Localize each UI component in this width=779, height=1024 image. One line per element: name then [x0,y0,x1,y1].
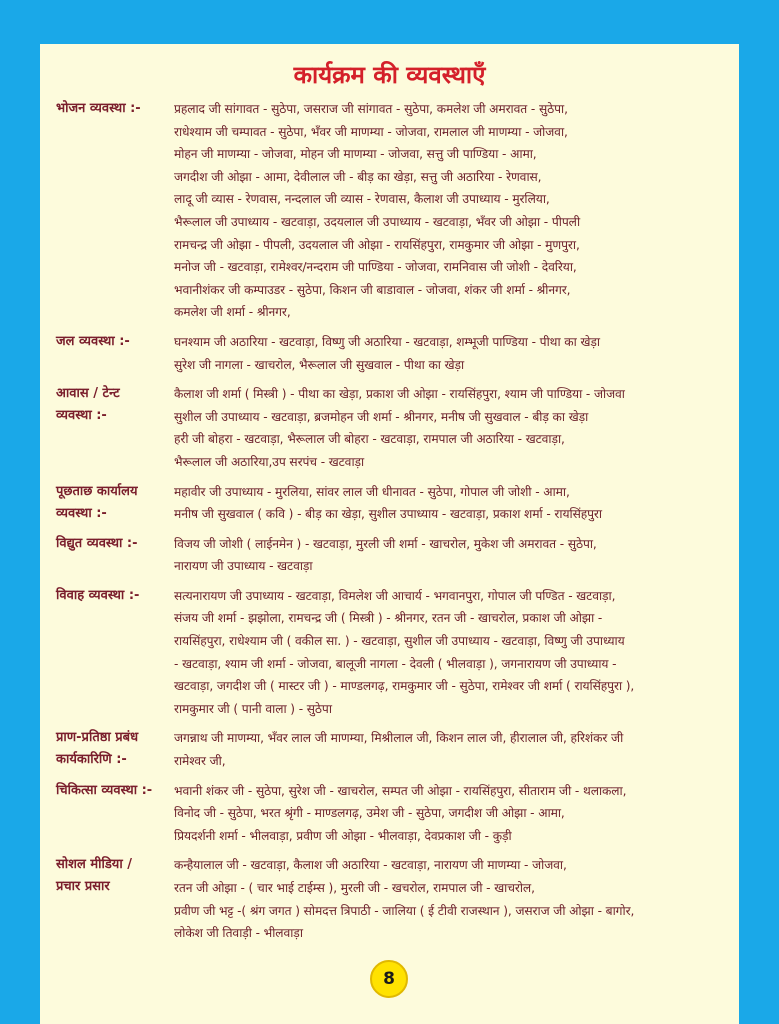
section-line: भैरूलाल जी अठारिया,उप सरपंच - खटवाड़ा [174,454,365,469]
section-lines [174,854,731,944]
page-number-badge: 8 [370,960,408,998]
section-line: भवानीशंकर जी कम्पाउडर - सुठेपा, किशन जी बाडावाल - जोजवा, शंकर जी शर्मा - श्रीनगर, [174,282,571,297]
section-lines [174,383,731,473]
section-line: सुशील जी उपाध्याय - खटवाड़ा, ब्रजमोहन जी शर्मा - श्रीनगर, मनीष जी सुखवाल - बीड़ का खेड़ा [174,409,589,424]
section-label: भोजन व्यवस्था :- [56,101,141,116]
arrangement-section [56,727,731,772]
section-line: घनश्याम जी अठारिया - खटवाड़ा, विष्णु जी अठारिया - खटवाड़ा, शम्भूजी पाण्डिया - पीथा का खेड़ा [174,334,600,349]
section-line: संजय जी शर्मा - झझोला, रामचन्द्र जी ( मिस्त्री ) - श्रीनगर, रतन जी - खाचरोल, प्रकाश जी ओझा - [174,611,603,626]
section-lines [174,533,731,578]
section-label: विवाह व्यवस्था :- [56,587,140,603]
section-line: हरी जी बोहरा - खटवाड़ा, भैरूलाल जी बोहरा - खटवाड़ा, रामपाल जी अठारिया - खटवाड़ा, [174,432,565,447]
section-line: रामकुमार जी ( पानी वाला ) - सुठेपा [174,701,332,716]
section-line: रतन जी ओझा - ( चार भाई टाईम्स ), मुरली जी - खचरोल, रामपाल जी - खाचरोल, [174,881,535,895]
section-label: सोशल मीडिया / प्रचार प्रसार [56,857,132,895]
section-line: भवानी शंकर जी - सुठेपा, सुरेश जी - खाचरोल, सम्पत जी ओझा - रायसिंहपुरा, सीताराम जी - थलाकला, [174,783,627,798]
section-line: विनोद जी - सुठेपा, भरत श्रृंगी - माण्डलगढ़, उमेश जी - सुठेपा, जगदीश जी ओझा - आमा, [174,806,565,821]
section-lines [174,331,731,376]
section-line: विजय जी जोशी ( लाईनमेन ) - खटवाड़ा, मुरली जी शर्मा - खाचरोल, मुकेश जी अमरावत - सुठेपा, [174,536,597,551]
section-line: सुरेश जी नागला - खाचरोल, भैरूलाल जी सुखवाल - पीथा का खेड़ा [174,357,465,372]
section-line: राधेश्याम जी चम्पावत - सुठेपा, भँवर जी माणम्या - जोजवा, रामलाल जी माणम्या - जोजवा, [174,124,568,139]
section-line: नारायण जी उपाध्याय - खटवाड़ा [174,559,313,574]
section-line: लोकेश जी तिवाड़ी - भीलवाड़ा [174,926,303,941]
section-lines [174,727,731,772]
section-lines [174,481,731,526]
section-line: प्रवीण जी भट्ट -( श्रंग जगत ) सोमदत्त त्रिपाठी - जालिया ( ई टीवी राजस्थान ), जसराज जी ओझा - बागोर, [174,903,635,918]
arrangement-section [56,98,731,324]
section-lines [174,98,731,324]
section-lines [174,585,731,721]
section-label: विद्युत व्यवस्था :- [56,535,138,551]
section-label: पूछताछ कार्यालय व्यवस्था :- [56,483,138,521]
section-label: प्राण-प्रतिष्ठा प्रबंध कार्यकारिणि :- [56,730,139,768]
section-line: मोहन जी माणम्या - जोजवा, मोहन जी माणम्या - जोजवा, सत्तु जी पाण्डिया - आमा, [174,147,537,162]
section-line: महावीर जी उपाध्याय - मुरलिया, सांवर लाल जी धीनावत - सुठेपा, गोपाल जी जोशी - आमा, [174,484,570,499]
arrangement-section [56,780,731,848]
section-line: - खटवाड़ा, श्याम जी शर्मा - जोजवा, बालूजी नागला - देवली ( भीलवाड़ा ), जगनारायण जी उपाध्याय - [174,656,617,671]
section-line: रामचन्द्र जी ओझा - पीपली, उदयलाल जी ओझा - रायसिंहपुरा, रामकुमार जी ओझा - मुणपुरा, [174,237,580,252]
section-line: कमलेश जी शर्मा - श्रीनगर, [174,305,291,320]
section-line: सत्यनारायण जी उपाध्याय - खटवाड़ा, विमलेश जी आचार्य - भगवानपुरा, गोपाल जी पण्डित - खटवाड़ा, [174,588,616,603]
section-line: लादू जी व्यास - रेणवास, नन्दलाल जी व्यास - रेणवास, कैलाश जी उपाध्याय - मुरलिया, [174,192,550,207]
section-line: रायसिंहपुरा, राधेश्याम जी ( वकील सा. ) - खटवाड़ा, सुशील जी उपाध्याय - खटवाड़ा, विष्णु जी उपाध्याय [174,634,625,649]
arrangement-section [56,854,731,944]
section-line: प्रहलाद जी सांगावत - सुठेपा, जसराज जी सांगावत - सुठेपा, कमलेश जी अमरावत - सुठेपा, [174,102,568,116]
section-line: कन्हैयालाल जी - खटवाड़ा, कैलाश जी अठारिया - खटवाड़ा, नारायण जी माणम्या - जोजवा, [174,858,567,873]
arrangements-list [56,98,731,952]
section-line: भैरूलाल जी उपाध्याय - खटवाड़ा, उदयलाल जी उपाध्याय - खटवाड़ा, भँवर जी ओझा - पीपली [174,214,580,229]
section-label: चिकित्सा व्यवस्था :- [56,782,153,798]
arrangement-section [56,585,731,721]
section-label: आवास / टेन्ट व्यवस्था :- [56,386,120,424]
section-line: प्रियदर्शनी शर्मा - भीलवाड़ा, प्रवीण जी ओझा - भीलवाड़ा, देवप्रकाश जी - कुड़ी [174,828,512,843]
section-lines [174,780,731,848]
document-page [40,44,739,1024]
section-line: रामेश्वर जी, [174,754,226,769]
arrangement-section [56,331,731,376]
arrangement-section [56,383,731,473]
section-line: जगन्नाथ जी माणम्या, भँवर लाल जी माणम्या, मिश्रीलाल जी, किशन लाल जी, हीरालाल जी, हरिशंकर जी [174,731,624,746]
section-line: जगदीश जी ओझा - आमा, देवीलाल जी - बीड़ का खेड़ा, सत्तु जी अठारिया - रेणवास, [174,169,542,184]
section-label: जल व्यवस्था :- [56,333,130,349]
section-line: मनोज जी - खटवाड़ा, रामेश्वर/नन्दराम जी पाण्डिया - जोजवा, रामनिवास जी जोशी - देवरिया, [174,260,577,275]
section-line: मनीष जी सुखवाल ( कवि ) - बीड़ का खेड़ा, सुशील उपाध्याय - खटवाड़ा, प्रकाश शर्मा - रायसिंहपुरा [174,507,602,522]
page-title: कार्यक्रम की व्यवस्थाएँ [293,61,486,89]
section-line: कैलाश जी शर्मा ( मिस्त्री ) - पीथा का खेड़ा, प्रकाश जी ओझा - रायसिंहपुरा, श्याम जी पाण्डिया - जोजवा [174,387,625,402]
arrangement-section [56,481,731,526]
arrangement-section [56,533,731,578]
section-line: खटवाड़ा, जगदीश जी ( मास्टर जी ) - माण्डलगढ़, रामकुमार जी - सुठेपा, रामेश्वर जी शर्मा ( रायसिंहपुरा ), [174,679,635,694]
